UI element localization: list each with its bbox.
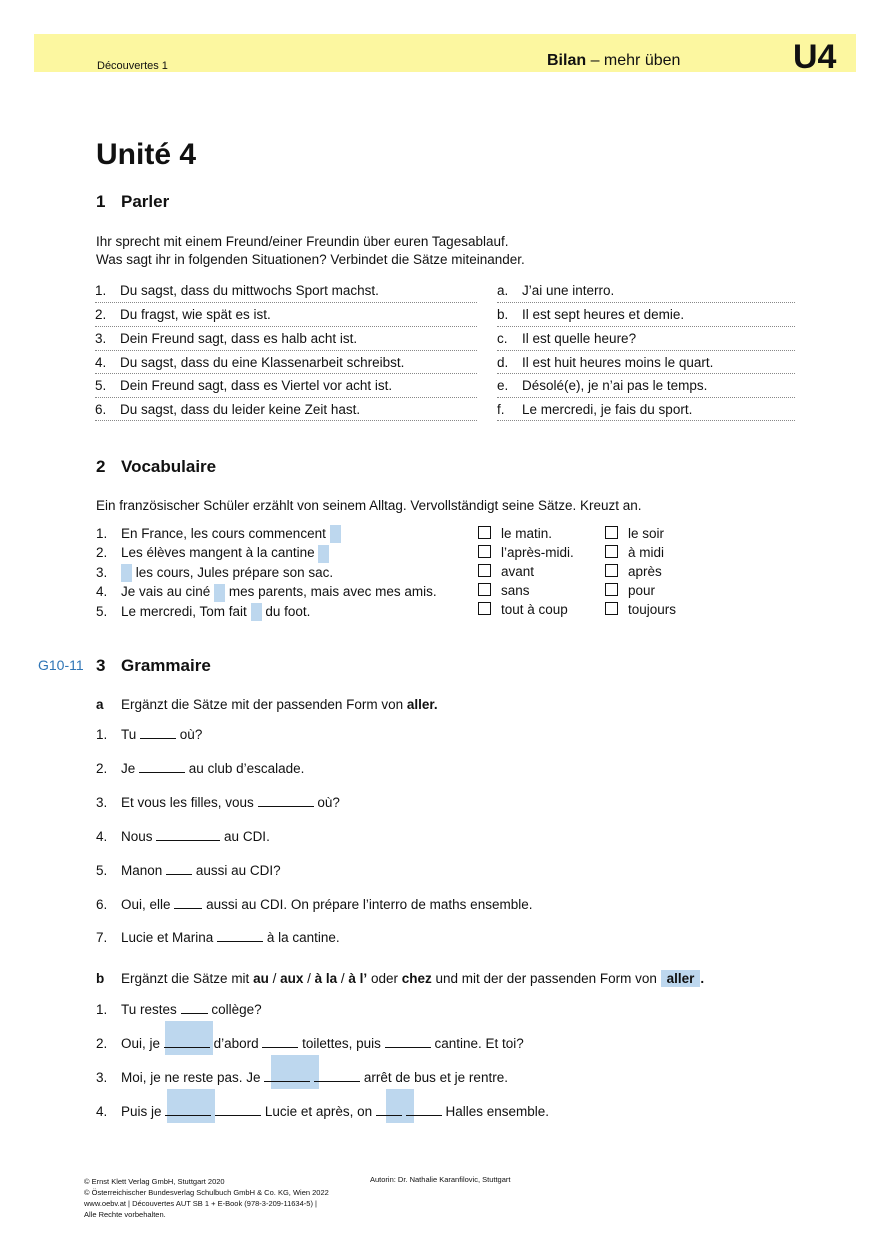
option-label: le soir xyxy=(628,526,665,541)
answer-blank[interactable] xyxy=(165,1103,211,1116)
answer-blank[interactable] xyxy=(314,1069,360,1082)
item-number: 2. xyxy=(96,1036,108,1051)
sentence-part: En France, les cours commencent xyxy=(121,526,326,541)
item-text: Il est quelle heure? xyxy=(522,331,637,346)
sentence-part: Tu restes xyxy=(121,1002,177,1017)
item-number: 3. xyxy=(96,1070,108,1085)
option[interactable] xyxy=(605,524,676,543)
item-number: 7. xyxy=(96,930,108,945)
item-number: 2. xyxy=(96,761,108,776)
footer-line: © Österreichischer Bundesverlag Schulbuch GmbH & Co. KG, Wien 2022 xyxy=(84,1188,329,1197)
sentence-part: au club d’escalade. xyxy=(188,761,305,776)
item-letter: b. xyxy=(497,307,509,322)
list-item xyxy=(95,398,477,421)
task-a-item xyxy=(96,862,281,880)
option[interactable] xyxy=(478,562,574,581)
answer-blank[interactable] xyxy=(262,1035,298,1048)
instruction-bold: au xyxy=(253,971,269,986)
footer-author: Autorin: Dr. Nathalie Karanfilovic, Stuttgart xyxy=(370,1175,511,1184)
item-text: Le mercredi, je fais du sport. xyxy=(522,402,693,417)
list-item xyxy=(497,398,795,421)
item-number: 2. xyxy=(96,545,108,561)
list-item xyxy=(497,374,795,398)
grammar-reference: G10-11 xyxy=(38,657,84,673)
options-column-1 xyxy=(478,524,574,619)
answer-blank[interactable] xyxy=(156,828,220,841)
sentence-part: toilettes, puis xyxy=(302,1036,381,1051)
item-number: 6. xyxy=(95,402,107,417)
option[interactable] xyxy=(478,524,574,543)
option-label: le matin. xyxy=(501,526,553,541)
answer-blank[interactable] xyxy=(140,726,176,739)
option-label: avant xyxy=(501,564,535,579)
instruction-bold: à l’ xyxy=(348,971,368,986)
task-b-item xyxy=(96,1103,549,1121)
sentence-part: Le mercredi, Tom fait xyxy=(121,603,247,619)
answer-blank[interactable] xyxy=(181,1001,208,1014)
match-left-list xyxy=(95,281,477,421)
instruction-text: / xyxy=(337,971,349,986)
task-b-instruction xyxy=(96,970,704,988)
item-number: 2. xyxy=(95,307,107,322)
section-title: Vocabulaire xyxy=(121,457,217,476)
instruction-text: Ergänzt die Sätze mit xyxy=(121,971,254,986)
header-title-rest: – mehr üben xyxy=(586,52,681,69)
task-a-instruction xyxy=(96,696,438,714)
item-text: Du fragst, wie spät es ist. xyxy=(120,307,271,322)
option[interactable] xyxy=(605,581,676,600)
item-number: 3. xyxy=(96,795,108,810)
item-text: Du sagst, dass du leider keine Zeit hast. xyxy=(120,402,361,417)
sentence-part: Manon xyxy=(121,863,163,878)
item-number: 5. xyxy=(95,378,107,393)
instruction-text: Ergänzt die Sätze mit der passenden Form von xyxy=(121,697,407,712)
list-item xyxy=(95,327,477,351)
option-label: toujours xyxy=(628,602,677,617)
list-item xyxy=(497,281,795,303)
list-item xyxy=(95,281,477,303)
task-b-item xyxy=(96,1035,524,1053)
instruction-bold: aller. xyxy=(406,697,438,712)
sentence-part: Oui, elle xyxy=(121,897,171,912)
item-number: 1. xyxy=(96,526,108,541)
answer-blank[interactable] xyxy=(264,1069,310,1082)
item-letter: d. xyxy=(497,355,509,370)
task-b-item xyxy=(96,1069,508,1087)
option-label: après xyxy=(628,564,662,579)
list-item xyxy=(95,303,477,327)
sentence-part: Puis je xyxy=(121,1104,162,1119)
task-a-item xyxy=(96,794,340,812)
answer-blank[interactable] xyxy=(139,760,185,773)
task-a-item xyxy=(96,828,270,846)
option[interactable] xyxy=(605,543,676,562)
checkbox[interactable] xyxy=(605,526,618,539)
instruction-text: / xyxy=(303,971,315,986)
list-item xyxy=(497,351,795,374)
option-label: l’après-midi. xyxy=(501,545,574,560)
sentence-part: Oui, je xyxy=(121,1036,161,1051)
sentence-part: Je xyxy=(121,761,136,776)
instruction-bold: . xyxy=(700,971,705,986)
item-text: Du sagst, dass du mittwochs Sport machst. xyxy=(120,283,379,298)
list-item xyxy=(96,524,437,543)
list-item xyxy=(96,563,437,582)
item-number: 1. xyxy=(96,1002,108,1017)
checkbox[interactable] xyxy=(605,545,618,558)
section-number: 2 xyxy=(96,457,106,476)
checkbox[interactable] xyxy=(605,583,618,596)
sentence-part: Halles ensemble. xyxy=(445,1104,550,1119)
checkbox[interactable] xyxy=(478,545,491,558)
gap-highlight xyxy=(330,525,341,543)
item-letter: f. xyxy=(497,402,505,417)
book-title: Découvertes 1 xyxy=(97,60,168,72)
instruction-text: oder xyxy=(367,971,402,986)
sentence-part: Lucie et après, on xyxy=(264,1104,373,1119)
item-text: J’ai une interro. xyxy=(522,283,615,298)
list-item xyxy=(95,351,477,374)
item-text: Du sagst, dass du eine Klassenarbeit schreibst. xyxy=(120,355,405,370)
answer-blank[interactable] xyxy=(164,1035,210,1048)
sentence-part: d’abord xyxy=(213,1036,259,1051)
unit-badge: U4 xyxy=(793,38,837,76)
option[interactable] xyxy=(605,600,676,619)
item-letter: c. xyxy=(497,331,508,346)
sentence-part: où? xyxy=(317,795,340,810)
instruction-bold: chez xyxy=(401,971,432,986)
item-text: Il est sept heures et demie. xyxy=(522,307,685,322)
list-item xyxy=(497,303,795,327)
section-2-heading xyxy=(96,457,216,477)
footer-line: Alle Rechte vorbehalten. xyxy=(84,1210,166,1219)
sentence-part: Tu xyxy=(121,727,137,742)
task-a-item xyxy=(96,760,304,778)
item-number: 3. xyxy=(96,564,108,580)
page-title: Unité 4 xyxy=(96,138,197,171)
instruction-line: Ihr sprecht mit einem Freund/einer Freundin über euren Tagesablauf. xyxy=(96,234,509,249)
option[interactable] xyxy=(478,600,574,619)
sentence-part: mes parents, mais avec mes amis. xyxy=(228,584,437,600)
instruction-bold-highlighted: aller xyxy=(661,970,701,987)
section-title: Parler xyxy=(121,192,170,211)
section-number: 1 xyxy=(96,192,106,211)
sentence-part: cantine. Et toi? xyxy=(434,1036,524,1051)
instruction-line: Was sagt ihr in folgenden Situationen? Verbindet die Sätze miteinander. xyxy=(96,252,525,267)
checkbox[interactable] xyxy=(605,564,618,577)
sentence-part: Moi, je ne reste pas. Je xyxy=(121,1070,261,1085)
task-a-item xyxy=(96,726,202,744)
item-text: Désolé(e), je n’ai pas le temps. xyxy=(522,378,708,393)
sentence-part: à la cantine. xyxy=(266,930,340,945)
instruction-bold: aux xyxy=(280,971,304,986)
list-item xyxy=(96,582,437,601)
option[interactable] xyxy=(478,581,574,600)
item-letter: e. xyxy=(497,378,509,393)
sentence-part: collège? xyxy=(211,1002,262,1017)
item-number: 3. xyxy=(95,331,107,346)
section-2-instruction: Ein französischer Schüler erzählt von seinem Alltag. Vervollständigt seine Sätze. Kreuzt an. xyxy=(96,498,642,513)
section-number: 3 xyxy=(96,656,106,675)
list-item xyxy=(497,327,795,351)
item-number: 4. xyxy=(96,829,108,844)
sentence-part: aussi au CDI? xyxy=(195,863,281,878)
option-label: à midi xyxy=(628,545,665,560)
item-number: 4. xyxy=(95,355,107,370)
option[interactable] xyxy=(605,562,676,581)
answer-blank[interactable] xyxy=(215,1103,261,1116)
section-1-instruction xyxy=(96,233,525,269)
task-label: a xyxy=(96,697,104,712)
match-right-list xyxy=(497,281,795,421)
item-number: 1. xyxy=(96,727,108,742)
item-number: 5. xyxy=(96,603,108,619)
section-1-heading xyxy=(96,192,169,212)
task-label: b xyxy=(96,971,105,986)
item-number: 4. xyxy=(96,584,108,600)
option-label: tout à coup xyxy=(501,602,568,617)
sentence-part: où? xyxy=(179,727,203,742)
task-b-item xyxy=(96,1001,262,1019)
task-a-item xyxy=(96,896,532,914)
list-item xyxy=(95,374,477,398)
header-title xyxy=(547,52,680,70)
answer-blank[interactable] xyxy=(406,1103,442,1116)
checkbox[interactable] xyxy=(478,602,491,615)
sentence-part: Et vous les filles, vous xyxy=(121,795,254,810)
item-number: 5. xyxy=(96,863,108,878)
instruction-bold: à la xyxy=(314,971,338,986)
answer-blank[interactable] xyxy=(166,862,192,875)
sentence-part: Je vais au ciné xyxy=(121,584,211,600)
option[interactable] xyxy=(478,543,574,562)
list-item xyxy=(96,543,437,562)
options-column-2 xyxy=(605,524,676,619)
answer-blank[interactable] xyxy=(258,794,314,807)
footer-copyright xyxy=(84,1176,329,1220)
answer-blank[interactable] xyxy=(385,1035,431,1048)
instruction-text: und mit der der passenden Form von xyxy=(431,971,661,986)
item-number: 1. xyxy=(95,283,107,298)
item-letter: a. xyxy=(497,283,509,298)
checkbox[interactable] xyxy=(478,526,491,539)
checkbox[interactable] xyxy=(478,583,491,596)
gap-highlight xyxy=(318,545,329,563)
task-a-item xyxy=(96,929,340,947)
sentence-part: aussi au CDI. On prépare l’interro de maths ensemble. xyxy=(206,897,533,912)
sentence-part: du foot. xyxy=(265,603,311,619)
gap-highlight xyxy=(121,564,132,582)
checkbox[interactable] xyxy=(478,564,491,577)
answer-blank[interactable] xyxy=(174,896,202,909)
item-text: Dein Freund sagt, dass es Viertel vor acht ist. xyxy=(120,378,393,393)
item-text: Il est huit heures moins le quart. xyxy=(522,355,714,370)
list-item xyxy=(96,602,437,621)
header-title-bold: Bilan xyxy=(547,52,587,69)
gap-highlight xyxy=(251,603,262,621)
sentence-part: au CDI. xyxy=(224,829,270,844)
instruction-text: / xyxy=(268,971,281,986)
answer-blank[interactable] xyxy=(376,1103,402,1116)
sentence-part: arrêt de bus et je rentre. xyxy=(363,1070,508,1085)
option-label: sans xyxy=(501,583,530,598)
sentence-part: Nous xyxy=(121,829,153,844)
item-number: 6. xyxy=(96,897,108,912)
answer-blank[interactable] xyxy=(217,929,263,942)
gap-highlight xyxy=(214,584,225,602)
option-label: pour xyxy=(628,583,656,598)
item-number: 4. xyxy=(96,1104,108,1119)
sentence-part: les cours, Jules prépare son sac. xyxy=(135,564,334,580)
vocab-sentences xyxy=(96,524,437,621)
sentence-part: Les élèves mangent à la cantine xyxy=(121,545,315,561)
checkbox[interactable] xyxy=(605,602,618,615)
item-text: Dein Freund sagt, dass es halb acht ist. xyxy=(120,331,358,346)
section-3-heading xyxy=(96,656,211,676)
footer-line: © Ernst Klett Verlag GmbH, Stuttgart 2020 xyxy=(84,1177,225,1186)
footer-line: www.oebv.at | Découvertes AUT SB 1 + E-Book (978-3-209-11634-5) | xyxy=(84,1199,317,1208)
section-title: Grammaire xyxy=(121,656,211,675)
sentence-part: Lucie et Marina xyxy=(121,930,214,945)
